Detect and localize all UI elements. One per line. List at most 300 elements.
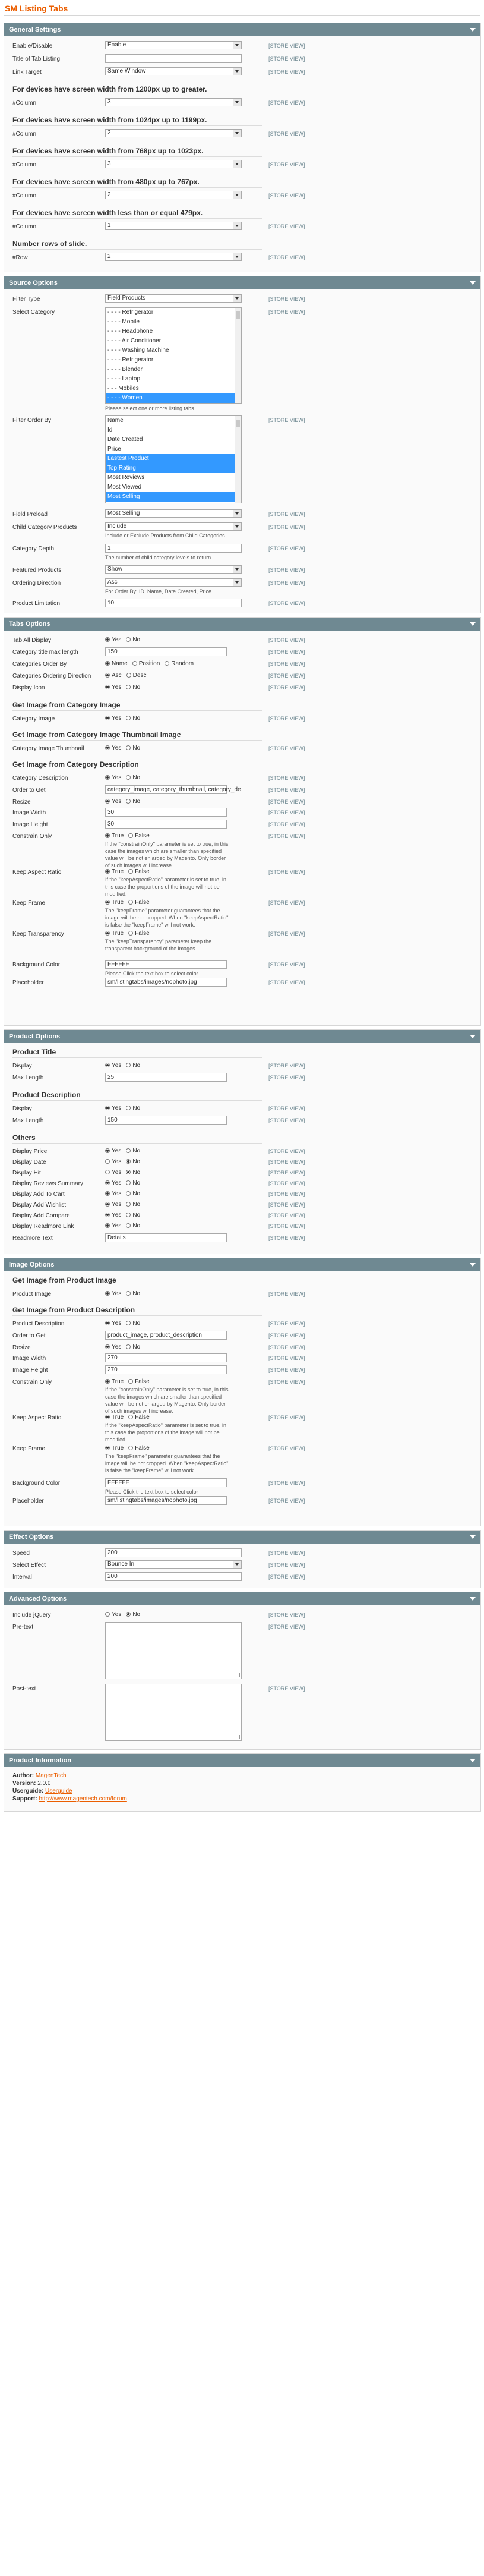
- false-radio[interactable]: False: [128, 833, 149, 839]
- scope-label: [STORE VIEW]: [268, 716, 305, 722]
- yes-radio[interactable]: Yes: [105, 1169, 121, 1176]
- no-radio[interactable]: No: [126, 1344, 140, 1350]
- display-cart-label: Display Add To Cart: [12, 1191, 65, 1198]
- section-heading: Get Image from Category Image Thumbnail Image: [12, 730, 181, 739]
- no-radio[interactable]: No: [126, 1169, 140, 1176]
- scope-label: [STORE VIEW]: [268, 1415, 305, 1421]
- list-item-selected[interactable]: Most Selling: [106, 492, 241, 502]
- chevron-down-icon: [233, 566, 241, 573]
- ordering-hint: For Order By: ID, Name, Date Created, Price: [105, 588, 212, 594]
- radio-icon: [126, 745, 131, 750]
- radio-icon: [105, 1344, 110, 1349]
- list-item[interactable]: Date Created: [107, 436, 143, 443]
- radio-icon: [126, 1612, 131, 1617]
- yes-radio[interactable]: Yes: [105, 1158, 121, 1165]
- interval-label: Interval: [12, 1574, 32, 1580]
- constrain-label: Constrain Only: [12, 833, 52, 840]
- no-radio[interactable]: No: [126, 745, 140, 751]
- display-readmore-label: Display Readmore Link: [12, 1223, 74, 1230]
- tab-title-input[interactable]: [105, 54, 242, 63]
- source-options-header[interactable]: Source Options: [4, 276, 480, 289]
- image-options-panel: [4, 1258, 481, 1526]
- child-category-label: Child Category Products: [12, 524, 77, 531]
- yes-radio[interactable]: Yes: [105, 1201, 121, 1208]
- list-item[interactable]: - - - - Laptop: [107, 376, 141, 382]
- column-select[interactable]: 2: [105, 129, 242, 137]
- userguide-label: Userguide:: [12, 1788, 44, 1794]
- column-label: #Column: [12, 162, 37, 168]
- no-radio[interactable]: No: [126, 774, 140, 781]
- product-options-header[interactable]: Product Options: [4, 1030, 480, 1043]
- radio-icon: [105, 1291, 110, 1296]
- list-item-selected[interactable]: Top Rating: [106, 464, 241, 473]
- scope-label: [STORE VIEW]: [268, 1106, 305, 1111]
- child-category-select[interactable]: Include: [105, 522, 242, 531]
- radio-icon: [128, 869, 133, 874]
- list-item[interactable]: - - - - Washing Machine: [107, 347, 169, 354]
- general-settings-panel: [4, 23, 481, 272]
- scope-label: [STORE VIEW]: [268, 1075, 305, 1081]
- image-width-label: Image Width: [12, 1355, 46, 1362]
- list-item[interactable]: Name: [107, 417, 124, 424]
- page-title: SM Listing Tabs: [5, 4, 68, 13]
- scope-label: [STORE VIEW]: [268, 833, 305, 839]
- category-depth-label: Category Depth: [12, 546, 55, 552]
- list-item[interactable]: - - - - Mobile: [107, 319, 140, 325]
- list-item[interactable]: - - - - Refrigerator: [107, 357, 154, 363]
- radio-icon: [105, 1159, 110, 1164]
- image-height-input[interactable]: 270: [105, 1365, 227, 1374]
- tabs-options-header[interactable]: Tabs Options: [4, 618, 480, 631]
- include-jquery-label: Include jQuery: [12, 1612, 51, 1618]
- divider: [12, 156, 262, 157]
- yes-radio[interactable]: Yes: [105, 1344, 121, 1350]
- list-item[interactable]: - - - - Refrigerator: [107, 309, 154, 316]
- divider: [12, 710, 262, 711]
- radio-icon: [126, 1344, 131, 1349]
- image-height-input[interactable]: 30: [105, 820, 227, 829]
- no-radio[interactable]: No: [126, 684, 140, 691]
- yes-radio[interactable]: Yes: [105, 1062, 121, 1069]
- yes-radio[interactable]: Yes: [105, 1148, 121, 1154]
- resize-grip-icon[interactable]: [236, 1673, 240, 1677]
- desc-radio[interactable]: Desc: [126, 672, 147, 679]
- row-label: #Row: [12, 254, 28, 261]
- scope-label: [STORE VIEW]: [268, 296, 305, 302]
- radio-icon: [105, 1202, 110, 1207]
- yes-radio[interactable]: Yes: [105, 1223, 121, 1229]
- scope-label: [STORE VIEW]: [268, 1498, 305, 1504]
- scope-label: [STORE VIEW]: [268, 649, 305, 655]
- no-radio[interactable]: No: [126, 1062, 140, 1069]
- image-width-input[interactable]: 270: [105, 1353, 227, 1362]
- radio-icon: [105, 685, 110, 689]
- enable-select[interactable]: Enable: [105, 41, 242, 49]
- filter-type-select[interactable]: Field Products: [105, 294, 242, 303]
- chevron-down-icon: [233, 160, 241, 168]
- limit-input[interactable]: 10: [105, 599, 242, 607]
- radio-icon: [126, 1291, 131, 1296]
- posttext-textarea[interactable]: [105, 1684, 242, 1741]
- no-radio[interactable]: No: [126, 1212, 140, 1218]
- true-radio[interactable]: True: [105, 833, 124, 839]
- radio-icon: [105, 637, 110, 642]
- no-radio[interactable]: No: [126, 1611, 140, 1618]
- scope-label: [STORE VIEW]: [268, 1170, 305, 1176]
- list-item[interactable]: - - - - Headphone: [107, 328, 153, 335]
- radio-icon: [165, 661, 169, 666]
- field-preload-select[interactable]: Most Selling: [105, 509, 242, 518]
- frame-label: Keep Frame: [12, 900, 46, 906]
- yes-radio[interactable]: Yes: [105, 798, 121, 805]
- section-heading: Get Image from Product Image: [12, 1276, 116, 1284]
- bg-color-input[interactable]: FFFFFF: [105, 1478, 227, 1487]
- readmore-text-input[interactable]: Details: [105, 1233, 227, 1242]
- column-select[interactable]: 3: [105, 160, 242, 168]
- pretext-label: Pre-text: [12, 1624, 34, 1630]
- general-settings-header[interactable]: General Settings: [4, 23, 480, 36]
- no-radio[interactable]: No: [126, 1320, 140, 1327]
- true-radio[interactable]: True: [105, 1414, 124, 1421]
- scope-label: [STORE VIEW]: [268, 1550, 305, 1556]
- chevron-down-icon: [233, 579, 241, 586]
- frame-hint: The "keepFrame" parameter guarantees that the image will be not cropped. When "keepAspectRatio" is false the "keepFrame" will not work.: [105, 1453, 229, 1473]
- scope-label: [STORE VIEW]: [268, 962, 305, 968]
- scope-label: [STORE VIEW]: [268, 1686, 305, 1692]
- list-item-selected[interactable]: Lastest Product: [106, 454, 241, 464]
- section-heading: For devices have screen width from 480px up to 767px.: [12, 178, 200, 186]
- radio-icon: [105, 745, 110, 750]
- no-radio[interactable]: No: [126, 1201, 140, 1208]
- false-radio[interactable]: False: [128, 1445, 149, 1451]
- radio-icon: [105, 1106, 110, 1110]
- true-radio[interactable]: True: [105, 1378, 124, 1385]
- pretext-textarea[interactable]: [105, 1622, 242, 1679]
- yes-radio[interactable]: Yes: [105, 1180, 121, 1186]
- list-item[interactable]: Price: [107, 446, 121, 452]
- scope-label: [STORE VIEW]: [268, 1191, 305, 1197]
- category-multiselect[interactable]: [105, 307, 242, 404]
- order-get-input[interactable]: category_image, category_thumbnail, category_de: [105, 785, 227, 794]
- scope-label: [STORE VIEW]: [268, 162, 305, 168]
- image-width-label: Image Width: [12, 810, 46, 816]
- link-target-label: Link Target: [12, 69, 42, 75]
- no-radio[interactable]: No: [126, 798, 140, 805]
- interval-input[interactable]: 200: [105, 1572, 242, 1581]
- divider: [12, 740, 262, 741]
- scope-label: [STORE VIEW]: [268, 1355, 305, 1361]
- scope-label: [STORE VIEW]: [268, 869, 305, 875]
- radio-icon: [126, 673, 131, 678]
- radio-icon: [126, 1159, 131, 1164]
- support-link[interactable]: http://www.magentech.com/forum: [39, 1796, 127, 1802]
- radio-icon: [128, 1379, 133, 1384]
- radio-icon: [128, 833, 133, 838]
- yes-radio[interactable]: Yes: [105, 637, 121, 643]
- list-item[interactable]: Most Reviews: [107, 474, 145, 481]
- product-information-panel: [4, 1753, 481, 1812]
- column-label: #Column: [12, 223, 37, 230]
- section-heading: Others: [12, 1133, 36, 1142]
- select-effect-label: Select Effect: [12, 1562, 46, 1569]
- radio-icon: [105, 716, 110, 720]
- bg-color-hint: Please Click the text box to select color: [105, 1489, 198, 1495]
- placeholder-input[interactable]: sm/listingtabs/images/nophoto.jpg: [105, 978, 227, 987]
- aspect-label: Keep Aspect Ratio: [12, 1415, 62, 1421]
- scope-label: [STORE VIEW]: [268, 546, 305, 552]
- image-height-label: Image Height: [12, 821, 48, 828]
- chevron-down-icon: [233, 99, 241, 106]
- source-options-panel: [4, 276, 481, 613]
- no-radio[interactable]: No: [126, 1158, 140, 1165]
- yes-radio[interactable]: Yes: [105, 1105, 121, 1111]
- link-target-select[interactable]: Same Window: [105, 67, 242, 75]
- false-radio[interactable]: False: [128, 1414, 149, 1421]
- column-select[interactable]: 2: [105, 191, 242, 199]
- scope-label: [STORE VIEW]: [268, 673, 305, 679]
- category-depth-input[interactable]: 1: [105, 544, 242, 553]
- list-item[interactable]: - - - Mobiles: [107, 385, 139, 392]
- scope-label: [STORE VIEW]: [268, 1344, 305, 1350]
- divider: [12, 249, 262, 250]
- scope-label: [STORE VIEW]: [268, 131, 305, 137]
- placeholder-label: Placeholder: [12, 1498, 44, 1504]
- scrollbar[interactable]: [235, 416, 241, 503]
- radio-icon: [126, 775, 131, 780]
- bg-color-input[interactable]: FFFFFF: [105, 960, 227, 969]
- scope-label: [STORE VIEW]: [268, 580, 305, 586]
- radio-icon: [105, 1415, 110, 1419]
- yes-radio[interactable]: Yes: [105, 715, 121, 722]
- max-len-input[interactable]: 150: [105, 647, 227, 656]
- display-icon-label: Display Icon: [12, 685, 45, 691]
- constrain-hint: If the "constrainOnly" parameter is set to true, in this case the images which are smaller than specified value will be not enlarged by Magento. Only border of such images will increase.: [105, 841, 229, 868]
- no-radio[interactable]: No: [126, 1223, 140, 1229]
- radio-icon: [126, 1063, 131, 1067]
- title-max-len-input[interactable]: 25: [105, 1073, 227, 1082]
- true-radio[interactable]: True: [105, 899, 124, 906]
- image-options-header[interactable]: Image Options: [4, 1258, 480, 1271]
- chevron-down-icon: [233, 130, 241, 137]
- true-radio[interactable]: True: [105, 868, 124, 875]
- no-radio[interactable]: No: [126, 637, 140, 643]
- product-information-header[interactable]: Product Information: [4, 1754, 480, 1767]
- radio-icon: [126, 1106, 131, 1110]
- scope-label: [STORE VIEW]: [268, 1612, 305, 1618]
- aspect-hint: If the "keepAspectRatio" parameter is set to true, in this case the proportions of the image will not be modified.: [105, 877, 226, 897]
- radio-icon: [132, 661, 137, 666]
- select-effect-select[interactable]: Bounce In: [105, 1560, 242, 1569]
- bg-color-label: Background Color: [12, 962, 61, 968]
- resize-label: Resize: [12, 1344, 31, 1351]
- scope-label: [STORE VIEW]: [268, 787, 305, 793]
- column-select[interactable]: 3: [105, 98, 242, 106]
- section-heading: For devices have screen width from 1200px up to greater.: [12, 85, 207, 93]
- false-radio[interactable]: False: [128, 1378, 149, 1385]
- scope-label: [STORE VIEW]: [268, 600, 305, 606]
- scope-label: [STORE VIEW]: [268, 1562, 305, 1568]
- true-radio[interactable]: True: [105, 1445, 124, 1451]
- scope-label: [STORE VIEW]: [268, 900, 305, 906]
- false-radio[interactable]: False: [128, 899, 149, 906]
- advanced-options-panel: [4, 1592, 481, 1750]
- radio-icon: [105, 1148, 110, 1153]
- ordering-select[interactable]: Asc: [105, 578, 242, 587]
- yes-radio[interactable]: Yes: [105, 684, 121, 691]
- scope-label: [STORE VIEW]: [268, 254, 305, 260]
- yes-radio[interactable]: Yes: [105, 1212, 121, 1218]
- list-item-selected[interactable]: - - - - Women: [106, 393, 241, 403]
- effect-options-panel: [4, 1530, 481, 1588]
- scope-label: [STORE VIEW]: [268, 417, 305, 423]
- yes-radio[interactable]: Yes: [105, 1191, 121, 1197]
- scope-label: [STORE VIEW]: [268, 821, 305, 827]
- radio-icon: [105, 1180, 110, 1185]
- resize-label: Resize: [12, 799, 31, 805]
- chevron-down-icon: [233, 42, 241, 49]
- radio-icon: [105, 1223, 110, 1228]
- filter-order-label: Filter Order By: [12, 417, 52, 424]
- list-item[interactable]: - - - - Blender: [107, 366, 143, 373]
- display-hit-label: Display Hit: [12, 1170, 41, 1176]
- scope-label: [STORE VIEW]: [268, 1291, 305, 1297]
- chevron-down-icon: [233, 295, 241, 302]
- featured-select[interactable]: Show: [105, 565, 242, 574]
- yes-radio[interactable]: Yes: [105, 1611, 121, 1618]
- bg-color-label: Background Color: [12, 1480, 61, 1487]
- scope-label: [STORE VIEW]: [268, 100, 305, 106]
- speed-input[interactable]: 200: [105, 1548, 242, 1557]
- desc-max-len-input[interactable]: 150: [105, 1116, 227, 1125]
- enable-label: Enable/Disable: [12, 43, 53, 49]
- radio-icon: [126, 685, 131, 689]
- resize-grip-icon[interactable]: [236, 1735, 240, 1739]
- radio-icon: [128, 1415, 133, 1419]
- category-thumb-label: Category Image Thumbnail: [12, 745, 84, 752]
- no-radio[interactable]: No: [126, 1105, 140, 1111]
- list-item[interactable]: Most Viewed: [107, 484, 142, 490]
- speed-label: Speed: [12, 1550, 30, 1557]
- scope-label: [STORE VIEW]: [268, 1235, 305, 1241]
- placeholder-input[interactable]: sm/listingtabs/images/nophoto.jpg: [105, 1496, 227, 1505]
- scope-label: [STORE VIEW]: [268, 511, 305, 517]
- section-heading: For devices have screen width from 768px up to 1023px.: [12, 147, 204, 155]
- chevron-down-icon: [233, 523, 241, 530]
- constrain-label: Constrain Only: [12, 1379, 52, 1385]
- yes-radio[interactable]: Yes: [105, 774, 121, 781]
- scope-label: [STORE VIEW]: [268, 661, 305, 667]
- true-radio[interactable]: True: [105, 930, 124, 937]
- radio-icon: [105, 775, 110, 780]
- scope-label: [STORE VIEW]: [268, 1333, 305, 1339]
- scope-label: [STORE VIEW]: [268, 69, 305, 75]
- title-display-label: Display: [12, 1063, 32, 1069]
- userguide-link[interactable]: Userguide: [45, 1788, 72, 1794]
- radio-icon: [105, 1170, 110, 1174]
- author-link[interactable]: MagenTech: [35, 1772, 67, 1779]
- yes-radio[interactable]: Yes: [105, 1320, 121, 1327]
- radio-icon: [105, 1446, 110, 1450]
- column-label: #Column: [12, 100, 37, 106]
- no-radio[interactable]: No: [126, 1290, 140, 1297]
- yes-radio[interactable]: Yes: [105, 1290, 121, 1297]
- title-max-len-label: Max Length: [12, 1075, 44, 1081]
- column-select[interactable]: 1: [105, 222, 242, 230]
- scope-label: [STORE VIEW]: [268, 1367, 305, 1373]
- false-radio[interactable]: False: [128, 868, 149, 875]
- product-information-body: [4, 1767, 480, 1807]
- order-get-input[interactable]: product_image, product_description: [105, 1331, 227, 1340]
- featured-label: Featured Products: [12, 567, 62, 574]
- divider: [12, 1100, 262, 1101]
- chevron-down-icon: [233, 68, 241, 75]
- no-radio[interactable]: No: [126, 1180, 140, 1186]
- section-heading: Product Description: [12, 1091, 81, 1099]
- order-by-label: Categories Order By: [12, 661, 67, 667]
- scope-label: [STORE VIEW]: [268, 1446, 305, 1451]
- chevron-down-icon: [233, 510, 241, 517]
- row-select[interactable]: 2: [105, 253, 242, 261]
- chevron-down-icon: [233, 222, 241, 229]
- transparency-label: Keep Transparency: [12, 931, 64, 937]
- section-heading: For devices have screen width from 1024px up to 1199px.: [12, 116, 207, 124]
- no-radio[interactable]: No: [126, 1191, 140, 1197]
- order-get-label: Order to Get: [12, 1333, 46, 1339]
- name-radio[interactable]: Name: [105, 660, 128, 667]
- divider: [12, 187, 262, 188]
- placeholder-label: Placeholder: [12, 980, 44, 986]
- effect-options-header[interactable]: Effect Options: [4, 1531, 480, 1544]
- section-heading: Number rows of slide.: [12, 240, 87, 248]
- no-radio[interactable]: No: [126, 1148, 140, 1154]
- tabs-options-panel: [4, 617, 481, 1026]
- scope-label: [STORE VIEW]: [268, 1480, 305, 1486]
- order-get-label: Order to Get: [12, 787, 46, 793]
- scope-label: [STORE VIEW]: [268, 685, 305, 691]
- image-width-input[interactable]: 30: [105, 808, 227, 817]
- scrollbar[interactable]: [235, 308, 241, 403]
- radio-icon: [105, 799, 110, 804]
- radio-icon: [126, 1180, 131, 1185]
- radio-icon: [105, 931, 110, 936]
- advanced-options-header[interactable]: Advanced Options: [4, 1592, 480, 1605]
- divider: [12, 125, 262, 126]
- radio-icon: [126, 1148, 131, 1153]
- no-radio[interactable]: No: [126, 715, 140, 722]
- radio-icon: [105, 1379, 110, 1384]
- false-radio[interactable]: False: [128, 930, 149, 937]
- max-len-label: Category title max length: [12, 649, 78, 656]
- frame-label: Keep Frame: [12, 1446, 46, 1452]
- tab-title-label: Title of Tab Listing: [12, 56, 61, 62]
- scope-label: [STORE VIEW]: [268, 309, 305, 315]
- scope-label: [STORE VIEW]: [268, 524, 305, 530]
- position-radio[interactable]: Position: [132, 660, 160, 667]
- image-height-label: Image Height: [12, 1367, 48, 1374]
- list-item[interactable]: - - - - Air Conditioner: [107, 338, 162, 344]
- radio-icon: [105, 661, 110, 666]
- radio-icon: [126, 716, 131, 720]
- scope-label: [STORE VIEW]: [268, 1159, 305, 1165]
- scope-label: [STORE VIEW]: [268, 223, 305, 229]
- yes-radio[interactable]: Yes: [105, 745, 121, 751]
- asc-radio[interactable]: Asc: [105, 672, 122, 679]
- filter-order-multiselect[interactable]: [105, 415, 242, 503]
- list-item[interactable]: Id: [107, 427, 113, 433]
- random-radio[interactable]: Random: [165, 660, 194, 667]
- direction-label: Categories Ordering Direction: [12, 673, 91, 679]
- display-compare-label: Display Add Compare: [12, 1213, 70, 1219]
